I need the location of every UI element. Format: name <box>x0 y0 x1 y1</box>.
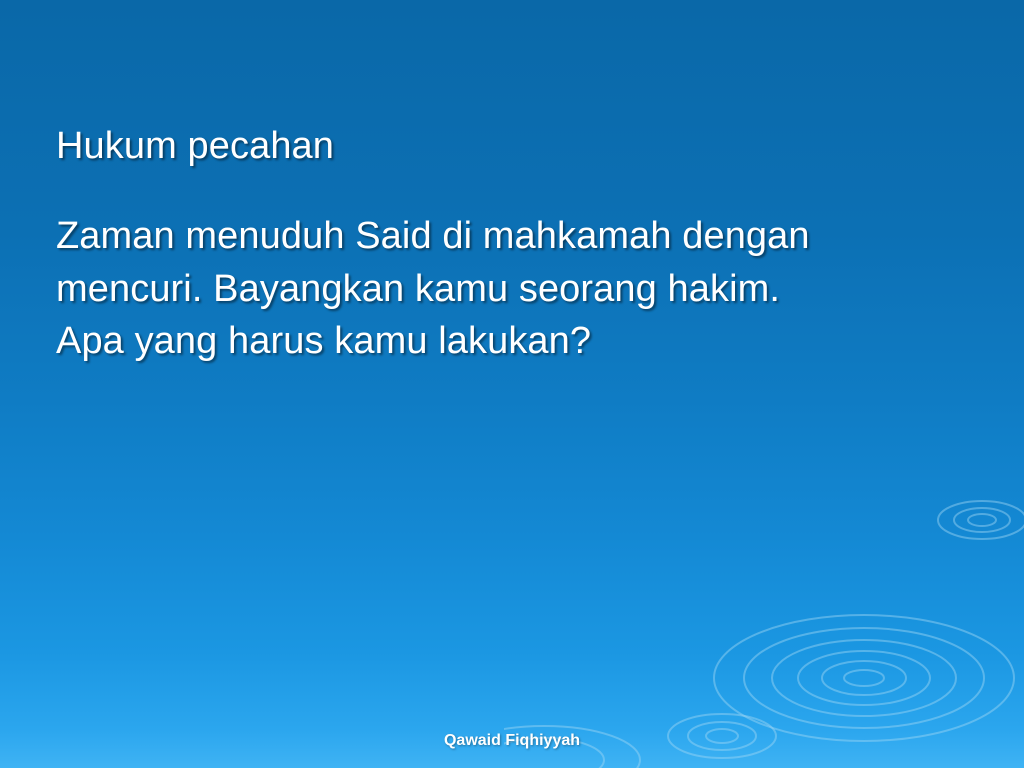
slide-text-block <box>56 120 986 368</box>
slide-footer: Qawaid Fiqhiyyah <box>443 732 581 749</box>
slide-body-line-3: Apa yang harus kamu lakukan? <box>56 320 592 363</box>
water-ripple-decoration <box>504 468 1024 768</box>
slide-heading: Hukum pecahan <box>56 125 335 167</box>
paragraph-spacer <box>56 172 986 210</box>
slide-body-line-1: Zaman menuduh Said di mahkamah dengan <box>56 215 810 258</box>
slide-body-line-2: mencuri. Bayangkan kamu seorang hakim. <box>56 267 781 310</box>
